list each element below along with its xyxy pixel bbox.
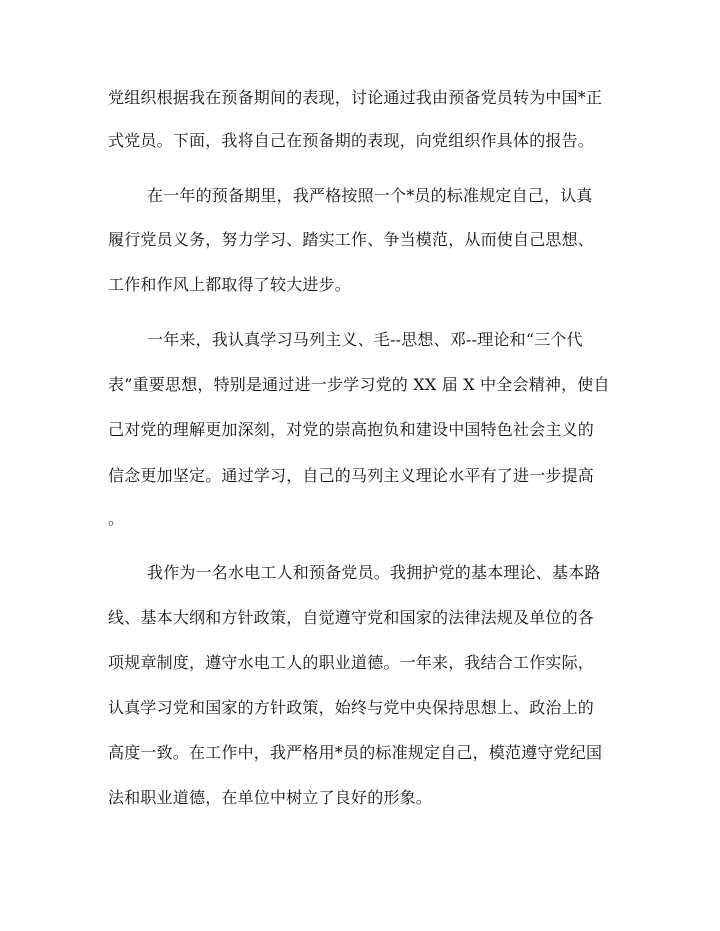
paragraph-2-line-2: 履行党员义务，努力学习、踏实工作、争当模范，从而使自己思想、 [108,230,595,249]
paragraph-1-line-2: 式党员。下面，我将自己在预备期的表现，向党组织作具体的报告。 [108,131,595,150]
paragraph-4-line-6: 法和职业道德，在单位中树立了良好的形象。 [108,788,433,807]
paragraph-4-line-5: 高度一致。在工作中，我严格用*员的标准规定自己，模范遵守党纪国 [108,743,603,762]
paragraph-3-line-1: 一年来，我认真学习马列主义、毛--思想、邓--理论和“三个代 [147,330,583,349]
paragraph-1-line-1: 党组织根据我在预备期间的表现，讨论通过我由预备党员转为中国*正 [108,88,603,107]
paragraph-3-line-2: 表”重要思想，特别是通过进一步学习党的 XX 届 X 中全会精神，使自 [108,375,610,394]
paragraph-4-line-3: 项规章制度，遵守水电工人的职业道德。一年来，我结合工作实际， [108,653,595,672]
paragraph-3-line-4: 信念更加坚定。通过学习，自己的马列主义理论水平有了进一步提高 [108,466,595,485]
paragraph-4-line-4: 认真学习党和国家的方针政策，始终与党中央保持思想上、政治上的 [108,698,595,717]
paragraph-3-line-5: 。 [108,509,125,528]
paragraph-4-line-1: 我作为一名水电工人和预备党员。我拥护党的基本理论、基本路 [147,563,601,582]
paragraph-4-line-2: 线、基本大纲和方针政策，自觉遵守党和国家的法律法规及单位的各 [108,608,595,627]
paragraph-2-line-3: 工作和作风上都取得了较大进步。 [108,275,352,294]
paragraph-2-line-1: 在一年的预备期里，我严格按照一个*员的标准规定自己，认真 [147,186,593,205]
paragraph-3-line-3: 己对党的理解更加深刻，对党的崇高抱负和建设中国特色社会主义的 [108,420,595,439]
